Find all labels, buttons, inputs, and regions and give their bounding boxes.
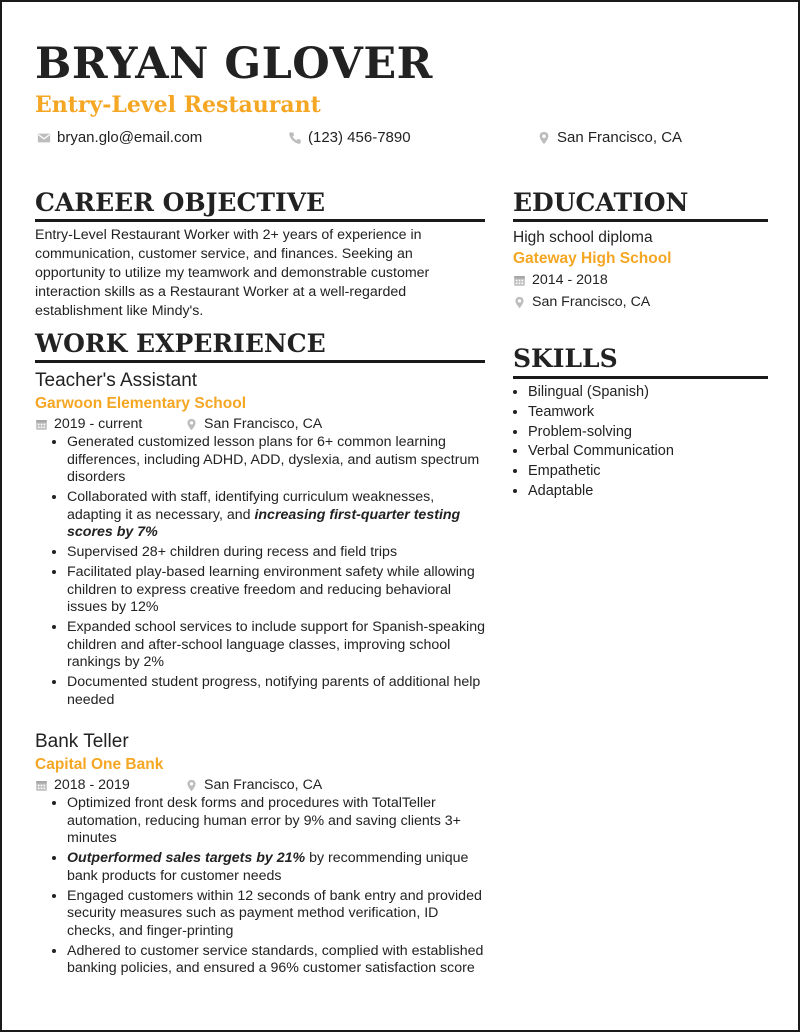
- education-divider: [513, 219, 768, 222]
- experience-heading: WORK EXPERIENCE: [35, 329, 326, 358]
- contact-phone[interactable]: [288, 128, 411, 148]
- skill-item: • Teamwork: [528, 403, 783, 423]
- skill-item: • Bilingual (Spanish): [528, 383, 783, 403]
- contact-phone-text: (123) 456-7890: [308, 129, 411, 146]
- skills-list: [513, 383, 783, 502]
- objective-heading: CAREER OBJECTIVE: [35, 188, 326, 217]
- list-item: • Engaged customers within 12 seconds of bank entry and provided security measures such as payment method verification, ID checks, and finger-printing: [67, 888, 485, 941]
- job-entry: [35, 730, 485, 980]
- list-item: • Generated customized lesson plans for 6+ common learning differences, including ADHD, ADD, dyslexia, and autism spectrum disorders: [67, 434, 485, 487]
- envelope-icon: [37, 131, 51, 145]
- education-location-row: [513, 293, 768, 312]
- calendar-icon: [513, 274, 526, 287]
- job-location: San Francisco, CA: [204, 777, 323, 793]
- education-dates-row: [513, 271, 768, 290]
- objective-divider: [35, 219, 485, 222]
- job-company: Garwoon Elementary School: [35, 395, 247, 412]
- contact-location-text: San Francisco, CA: [557, 129, 683, 146]
- skill-item: • Verbal Communication: [528, 442, 783, 462]
- job-location: San Francisco, CA: [204, 416, 323, 432]
- calendar-icon: [35, 418, 48, 431]
- candidate-name: BRYAN GLOVER: [35, 39, 433, 89]
- education-entry: [513, 227, 768, 312]
- location-pin-icon: [185, 779, 198, 792]
- list-item: • Facilitated play-based learning environment safety while allowing children to express creative freedom and reducing behavioral issues by 12%: [67, 564, 485, 617]
- contact-email[interactable]: [37, 128, 202, 148]
- skill-item: • Adaptable: [528, 482, 783, 502]
- job-bullets: [35, 795, 485, 978]
- list-item: • Adhered to customer service standards, complied with established banking policies, and ensured a 96% customer satisfaction score: [67, 943, 485, 978]
- location-pin-icon: [537, 131, 551, 145]
- job-entry: [35, 369, 485, 712]
- education-school: Gateway High School: [513, 250, 672, 267]
- calendar-icon: [35, 779, 48, 792]
- list-item: • Outperformed sales targets by 21% by recommending unique bank products for customer needs: [67, 850, 485, 885]
- job-bullets: [35, 434, 485, 709]
- skills-divider: [513, 376, 768, 379]
- location-pin-icon: [513, 296, 526, 309]
- list-item: • Optimized front desk forms and procedures with TotalTeller automation, reducing human error by 9% and saving clients 3+ minutes: [67, 795, 485, 848]
- job-dates: 2018 - 2019: [54, 777, 130, 793]
- contact-email-text: bryan.glo@email.com: [57, 129, 203, 146]
- skill-item: • Problem-solving: [528, 423, 783, 443]
- education-heading: EDUCATION: [513, 188, 689, 217]
- experience-divider: [35, 360, 485, 363]
- contact-location: [537, 128, 682, 148]
- job-title: Bank Teller: [35, 731, 129, 752]
- list-item: • Supervised 28+ children during recess and field trips: [67, 544, 485, 562]
- job-meta: [35, 415, 485, 434]
- job-meta: [35, 776, 485, 795]
- list-item: • Documented student progress, notifying parents of additional help needed: [67, 674, 485, 709]
- education-dates: 2014 - 2018: [532, 272, 608, 288]
- skills-heading: SKILLS: [513, 344, 618, 373]
- list-item: • Expanded school services to include support for Spanish-speaking children and after-school language classes, improving school rankings by 2%: [67, 619, 485, 672]
- location-pin-icon: [185, 418, 198, 431]
- candidate-role: Entry-Level Restaurant: [35, 92, 321, 118]
- skill-item: • Empathetic: [528, 462, 783, 482]
- job-dates: 2019 - current: [54, 416, 143, 432]
- education-degree: High school diploma: [513, 229, 653, 246]
- phone-icon: [288, 131, 302, 145]
- job-company: Capital One Bank: [35, 756, 164, 773]
- job-title: Teacher's Assistant: [35, 370, 198, 391]
- list-item: • Collaborated with staff, identifying curriculum weaknesses, adapting it as necessary, and increasing first-quarter testing scores by 7%: [67, 489, 485, 542]
- objective-text: Entry-Level Restaurant Worker with 2+ years of experience in communication, customer service, and finances. Seeking an opportunity to utilize my teamwork and demonstrable customer interaction skills as a Restaurant Worker at a well-regarded establishment like Mindy's.: [35, 227, 430, 319]
- education-location: San Francisco, CA: [532, 294, 651, 310]
